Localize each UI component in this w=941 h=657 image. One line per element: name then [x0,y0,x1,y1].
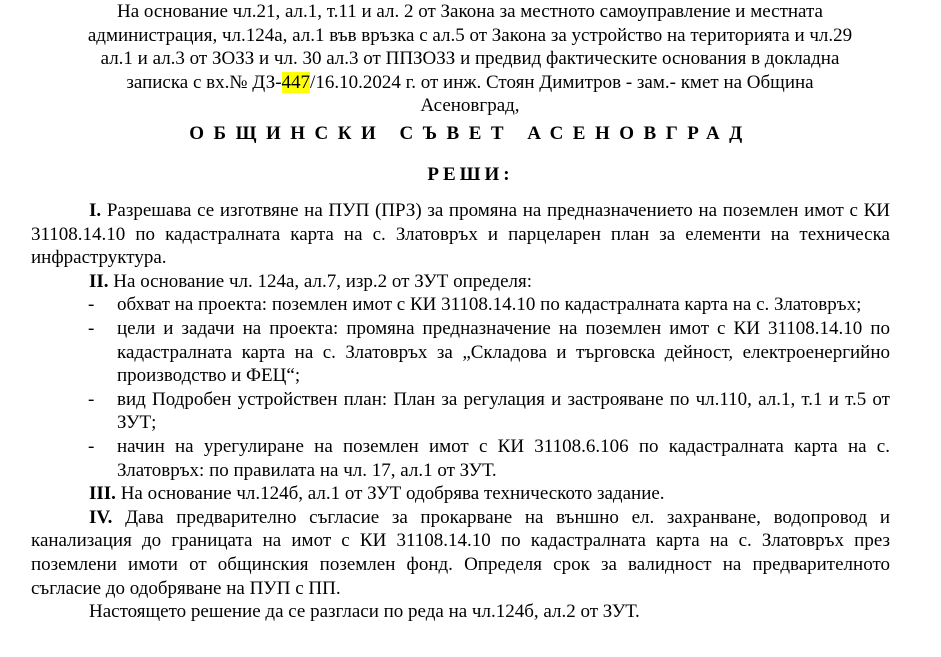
decision-item-4 [31,506,890,600]
preamble-line: На основание чл.21, ал.1, т.11 и ал. 2 от Закона за местното самоуправление и местната [117,1,823,22]
memo-ref-prefix: записка с вх.№ ДЗ- [126,71,282,93]
bullet-item [31,435,890,482]
bullet-dash: - [88,435,95,457]
item-text: Разрешава се изготвяне на ПУП (ПРЗ) за промяна на предназначението на поземлен имот с КИ 31108.14.10 по кадастралната карта на с. Златовръх и парцеларен план за елементи на техническа инфраструктура. [31,200,890,269]
item-text: На основание чл. 124а, ал.7, изр.2 от ЗУТ определя: [108,270,533,292]
preamble-line: ал.1 и ал.3 от ЗОЗЗ и чл. 30 ал.3 от ППЗОЗЗ и предвид фактическите основания в докладна [100,48,840,70]
item-number: II. [89,270,109,292]
preamble-line: администрация, чл.124а, ал.1 във връзка с ал.5 от Закона за устройство на територията и чл.29 [87,24,853,46]
item-number: IV. [89,506,113,528]
decision-heading: РЕШИ: [427,164,514,185]
bullet-text: обхват на проекта: поземлен имот с КИ 31108.14.10 по кадастралната карта на с. Златовръх; [117,294,862,316]
item-text: На основание чл.124б, ал.1 от ЗУТ одобрява техническото задание. [115,483,665,505]
bullet-dash: - [88,294,95,316]
bullet-item [31,317,890,388]
item-number: III. [89,483,116,505]
preamble-line [40,71,900,95]
highlighted-memo-number: 447 [281,71,311,93]
bullet-dash: - [88,317,95,339]
bullet-dash: - [88,388,95,410]
decision-body [31,199,890,624]
preamble-line: Асеновград, [420,95,520,117]
bullet-item [31,293,890,317]
bullet-text: начин на урегулиране на поземлен имот с КИ 31108.6.106 по кадастралната карта на с. Златовръх: по правилата на чл. 17, ал.1 от ЗУТ. [117,435,890,481]
bullet-text: вид Подробен устройствен план: План за регулация и застрояване по чл.110, ал.1, т.1 и т.5 от ЗУТ; [117,388,890,434]
decision-item-1 [31,199,890,270]
bullet-text: цели и задачи на проекта: промяна предназначение на поземлен имот с КИ 31108.14.10 по кадастралната карта на с. Златовръх за „Складова и търговска дейност, електроенергийно производство и ФЕЦ“; [117,317,890,387]
item-number: I. [89,200,102,221]
bullet-item [31,388,890,435]
publication-clause: Настоящето решение да се разгласи по реда на чл.124б, ал.2 от ЗУТ. [89,601,640,623]
preamble [40,0,900,118]
decision-item-2 [31,270,890,294]
council-title: ОБЩИНСКИ СЪВЕТ АСЕНОВГРАД [189,123,752,144]
memo-ref-suffix: /16.10.2024 г. от инж. Стоян Димитров - зам.- кмет на Община [310,71,814,93]
item-text: Дава предварително съгласие за прокарване на външно ел. захранване, водопровод и канализация до границата на имот с КИ 31108.14.10 по кадастралната карта на с. Златовръх през поземлени имоти от общинския поземлен фонд. Определя срок за валидност на предварителното съгласие до одобряване на ПУП с ПП. [31,506,890,599]
decision-item-3 [31,482,890,506]
